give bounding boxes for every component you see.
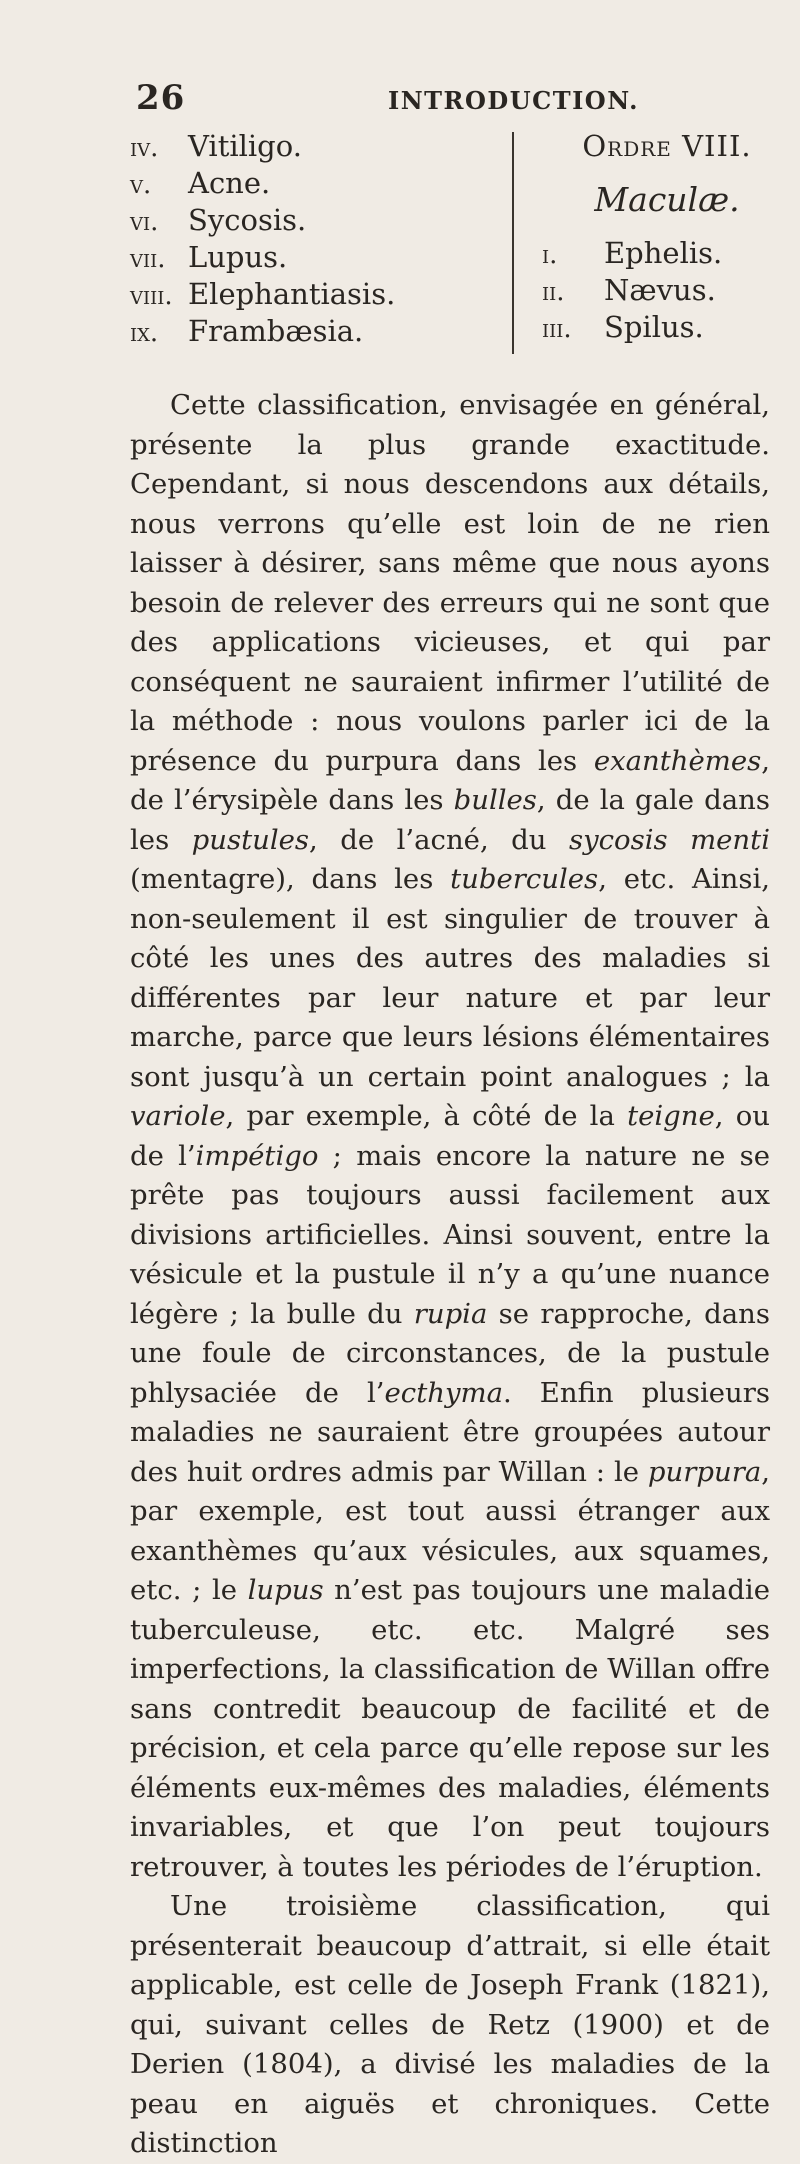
list-item: [542, 235, 792, 272]
text-run: , ou de l’: [130, 1100, 770, 1172]
text-run: . Enfin plusieurs maladies ne sauraient être groupées autour des huit ordres admis par Willan : le: [130, 1376, 770, 1488]
text-run: , de l’érysipèle dans les: [130, 744, 770, 816]
list-item: [130, 313, 500, 350]
text-run: , etc. Ainsi, non-seulement il est singulier de trouver à côté les unes des autres des maladies si différentes par leur nature et par leur marche, parce que leurs lésions élémentaires sont jusqu’à un certain point analogues ; la: [130, 863, 770, 1093]
italic-term: rupia: [413, 1297, 488, 1330]
item-number: ii.: [542, 277, 565, 307]
text-run: , par exemple, à côté de la: [225, 1100, 628, 1132]
item-number: viii.: [130, 281, 173, 311]
column-divider: [512, 132, 514, 354]
text-run: , de l’acné, du: [309, 823, 569, 856]
item-number: i.: [542, 240, 558, 270]
italic-term: lupus: [247, 1574, 324, 1606]
list-item: [130, 202, 500, 239]
item-label: Vitiligo.: [188, 129, 302, 163]
italic-term: teigne: [627, 1100, 715, 1132]
text-run: ; mais encore la nature ne se prête pas toujours aussi facilement aux divisions artificielles. Ainsi souvent, entre la vésicule et la pustule il n’y a qu’une nuance légère ; la bulle du: [130, 1139, 771, 1330]
list-item: [130, 239, 500, 276]
italic-term: impétigo: [195, 1139, 319, 1172]
item-number: vii.: [130, 244, 166, 274]
list-item: [130, 165, 500, 202]
running-head: INTRODUCTION.: [388, 86, 639, 115]
item-label: Lupus.: [188, 240, 288, 274]
item-label: Acne.: [188, 166, 271, 200]
page-header: [136, 78, 756, 118]
paragraph-1: [130, 386, 770, 1887]
item-label: Frambæsia.: [188, 314, 364, 348]
item-label: Ephelis.: [604, 236, 723, 270]
page-number: 26: [136, 78, 186, 118]
item-number: ix.: [130, 318, 159, 348]
italic-term: ecthyma: [384, 1376, 503, 1409]
item-label: Elephantiasis.: [188, 277, 396, 311]
italic-term: tubercules: [450, 863, 599, 895]
text-run: n’est pas toujours une maladie tuberculeuse, etc. etc. Malgré ses imperfections, la classification de Willan offre sans contredit beaucoup de facilité et de précision, et cela parce qu’elle repose sur les éléments eux-mêmes des maladies, éléments invariables, et que l’on peut toujours retrouver, à toutes les périodes de l’éruption.: [130, 1574, 770, 1883]
text-run: se rapproche, dans une foule de circonstances, de la pustule phlysaciée de l’: [130, 1297, 770, 1409]
item-number: iii.: [542, 314, 572, 344]
italic-term: purpura: [647, 1455, 762, 1488]
list-item: [542, 309, 792, 346]
italic-term: pustules: [191, 823, 310, 856]
text-run: Cette classification, envisagée en général, présente la plus grande exactitude. Cependant, si nous descendons aux détails, nous verrons qu’elle est loin de ne rien laisser à désirer, sans même que nous ayons besoin de relever des erreurs qui ne sont que des applications vicieuses, et qui par conséquent ne sauraient infirmer l’utilité de la méthode : nous voulons parler ici de la présence du purpura dans les: [130, 389, 770, 777]
item-label: Nævus.: [604, 273, 716, 307]
classification-lists: [130, 128, 770, 368]
list-item: [130, 128, 500, 165]
right-list: [542, 128, 792, 346]
italic-term: bulles: [453, 784, 537, 816]
item-label: Spilus.: [604, 310, 704, 344]
item-number: vi.: [130, 207, 159, 237]
order-title: Ordre VIII.: [582, 129, 752, 163]
italic-term: variole: [130, 1100, 226, 1132]
italic-term: sycosis menti: [568, 823, 770, 856]
body-text: [130, 386, 770, 2164]
paragraph-2: Une troisième classification, qui présenterait beaucoup d’attrait, si elle était applicable, est celle de Joseph Frank (1821), qui, suivant celles de Retz (1900) et de Derien (1804), a divisé les maladies de la peau en aiguës et chroniques. Cette distinction: [130, 1890, 770, 2159]
list-item: [542, 272, 792, 309]
left-list: [130, 128, 500, 350]
item-number: v.: [130, 170, 152, 200]
text-run: , par exemple, est tout aussi étranger aux exanthèmes qu’aux vésicules, aux squames, etc. ; le: [130, 1455, 770, 1606]
item-label: Sycosis.: [188, 203, 307, 237]
order-subtitle: Maculæ.: [594, 180, 740, 219]
list-item: [130, 276, 500, 313]
text-run: (mentagre), dans les: [130, 863, 451, 895]
italic-term: exanthèmes: [593, 744, 762, 777]
item-number: iv.: [130, 133, 159, 163]
text-run: , de la gale dans les: [130, 784, 771, 856]
